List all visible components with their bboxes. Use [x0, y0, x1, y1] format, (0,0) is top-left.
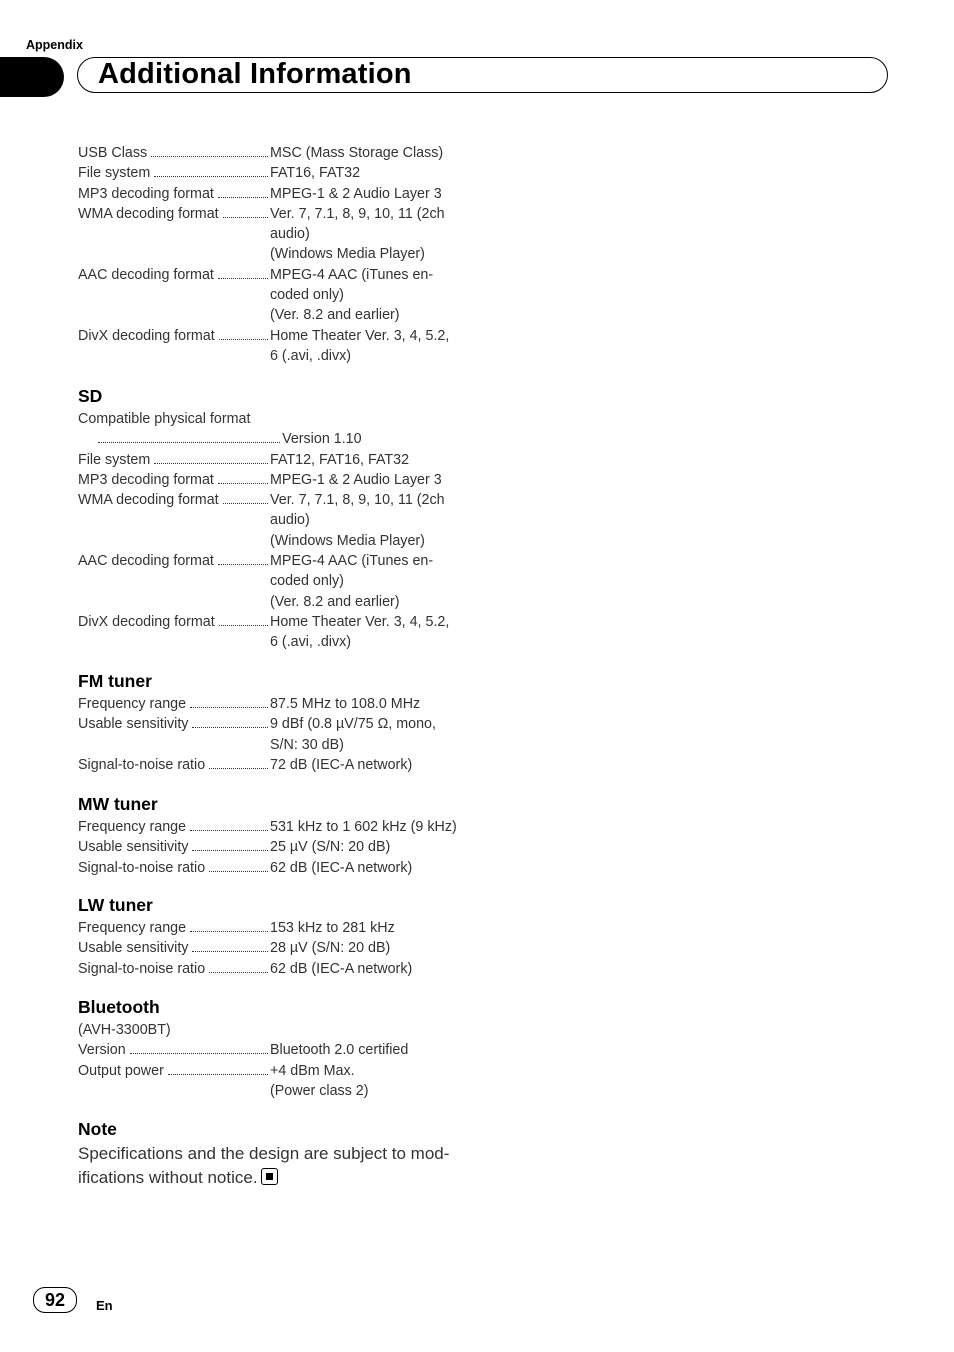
spec-value-line: coded only): [270, 573, 344, 590]
spec-row: [78, 450, 478, 470]
dot-leader: [190, 918, 268, 932]
spec-row: [78, 938, 478, 958]
spec-label-cell: [78, 184, 270, 204]
spec-label-cell: [78, 551, 270, 612]
dot-leader: [98, 429, 280, 443]
spec-value: [282, 429, 478, 449]
spec-value: [270, 755, 470, 775]
spec-value: [270, 551, 470, 612]
dot-leader: [209, 755, 268, 769]
section-heading: Bluetooth: [78, 997, 160, 1017]
spec-label-cell: [78, 918, 270, 938]
spec-value-line: FAT16, FAT32: [270, 165, 361, 182]
spec-row: [78, 470, 478, 490]
spec-value: [270, 326, 470, 367]
section-label: Appendix: [26, 38, 83, 52]
dot-leader: [223, 204, 268, 218]
dot-leader: [219, 326, 268, 340]
spec-label-cell: [78, 1061, 270, 1102]
note-text: [78, 1142, 478, 1190]
spec-row: [78, 1061, 478, 1102]
spec-label: Frequency range: [78, 819, 187, 835]
note-section: [78, 1118, 478, 1190]
dot-leader: [209, 858, 268, 872]
dot-leader: [223, 490, 268, 504]
spec-label-cell: [78, 204, 270, 265]
spec-value-line: 9 dBf (0.8 µV/75 Ω, mono,: [270, 716, 436, 733]
spec-label: USB Class: [78, 145, 148, 161]
section-heading: SD: [78, 386, 103, 406]
spec-label: MP3 decoding format: [78, 471, 214, 488]
spec-label-cell: [78, 470, 270, 490]
spec-row: [78, 837, 478, 857]
spec-label-cell: [78, 694, 270, 714]
spec-label: Signal-to-noise ratio: [78, 960, 206, 977]
spec-value-line: Bluetooth 2.0 certified: [270, 1042, 409, 1059]
spec-value-line: 62 dB (IEC-A network): [270, 859, 413, 876]
spec-value: [270, 817, 470, 837]
spec-value: [270, 204, 470, 265]
dot-leader: [154, 163, 268, 177]
spec-value-line: 25 µV (S/N: 20 dB): [270, 839, 391, 856]
spec-value: [270, 490, 470, 551]
spec-value-line: (Windows Media Player): [270, 246, 425, 263]
spec-value-line: MSC (Mass Storage Class): [270, 145, 444, 161]
spec-row: [78, 817, 478, 837]
dot-leader: [192, 837, 268, 851]
spec-value: [270, 1061, 470, 1102]
spec-value: [270, 612, 470, 653]
spec-label: File system: [78, 165, 151, 182]
spec-row: [78, 694, 478, 714]
spec-label-cell: [78, 490, 270, 551]
spec-section: [78, 670, 478, 775]
note-heading: Note: [78, 1119, 117, 1139]
spec-value-line: 153 kHz to 281 kHz: [270, 920, 395, 936]
spec-value-line: coded only): [270, 287, 344, 304]
spec-row: [78, 612, 478, 653]
spec-value-line: Version 1.10: [282, 431, 362, 448]
spec-row: [78, 429, 478, 449]
spec-label: Version: [78, 1042, 126, 1059]
spec-section: [78, 894, 478, 979]
dot-leader: [190, 694, 268, 708]
spec-value-line: S/N: 30 dB): [270, 736, 344, 753]
spec-value: [270, 265, 470, 326]
spec-section: [78, 996, 478, 1101]
spec-label-cell: [78, 429, 282, 449]
spec-row: [78, 204, 478, 265]
section-heading: FM tuner: [78, 671, 152, 691]
spec-value-line: Home Theater Ver. 3, 4, 5.2,: [270, 327, 450, 344]
spec-value-line: (Windows Media Player): [270, 532, 425, 549]
spec-label: WMA decoding format: [78, 492, 219, 509]
dot-leader: [192, 938, 268, 952]
spec-value-line: 72 dB (IEC-A network): [270, 756, 413, 773]
spec-label-cell: [78, 755, 270, 775]
spec-label-cell: [78, 837, 270, 857]
spec-row: [78, 858, 478, 878]
dot-leader: [218, 184, 268, 198]
spec-label-cell: [78, 265, 270, 326]
spec-row: [78, 184, 478, 204]
spec-label-cell: [78, 163, 270, 183]
spec-value: [270, 858, 470, 878]
spec-value-line: MPEG-4 AAC (iTunes en-: [270, 553, 434, 570]
dot-leader: [190, 817, 268, 831]
spec-section: [78, 793, 478, 878]
spec-label-cell: [78, 817, 270, 837]
spec-value: [270, 694, 470, 714]
spec-row: [78, 714, 478, 755]
spec-row: [78, 755, 478, 775]
spec-value-line: 6 (.avi, .divx): [270, 634, 352, 651]
spec-value: [270, 938, 470, 958]
dot-leader: [168, 1061, 268, 1075]
dot-leader: [154, 450, 268, 464]
spec-value-line: FAT12, FAT16, FAT32: [270, 451, 410, 468]
spec-label-cell: [78, 143, 270, 163]
spec-value: [270, 959, 470, 979]
spec-row: [78, 918, 478, 938]
dot-leader: [209, 959, 268, 973]
page-title: Additional Information: [98, 58, 412, 90]
spec-row: [78, 1040, 478, 1060]
spec-label: WMA decoding format: [78, 205, 219, 222]
spec-value-line: MPEG-1 & 2 Audio Layer 3: [270, 471, 442, 488]
spec-value: [270, 143, 470, 163]
spec-value-line: Ver. 7, 7.1, 8, 9, 10, 11 (2ch: [270, 205, 445, 222]
spec-row: [78, 143, 478, 163]
spec-label-cell: [78, 959, 270, 979]
spec-label: Signal-to-noise ratio: [78, 756, 206, 773]
spec-label: AAC decoding format: [78, 553, 214, 570]
dot-leader: [218, 551, 268, 565]
spec-label-cell: [78, 858, 270, 878]
spec-label: Output power: [78, 1062, 164, 1079]
spec-label: DivX decoding format: [78, 327, 215, 344]
spec-label-cell: [78, 612, 270, 653]
spec-value-line: audio): [270, 226, 310, 243]
spec-label: Usable sensitivity: [78, 940, 189, 957]
dot-leader: [192, 714, 268, 728]
spec-label: Usable sensitivity: [78, 839, 189, 856]
section-subnote: (AVH-3300BT): [78, 1022, 171, 1038]
spec-value-line: Home Theater Ver. 3, 4, 5.2,: [270, 613, 450, 630]
spec-label-cell: [78, 326, 270, 367]
spec-label: DivX decoding format: [78, 613, 215, 630]
spec-value: [270, 470, 470, 490]
spec-value-line: (Power class 2): [270, 1082, 369, 1099]
spec-value-line: (Ver. 8.2 and earlier): [270, 307, 400, 324]
spec-value: [270, 1040, 470, 1060]
spec-row: [78, 551, 478, 612]
spec-label-cell: [78, 450, 270, 470]
spec-value: [270, 450, 470, 470]
spec-section: [78, 385, 478, 653]
spec-value: [270, 714, 470, 755]
dot-leader: [218, 265, 268, 279]
spec-value-line: audio): [270, 512, 310, 529]
spec-label: MP3 decoding format: [78, 185, 214, 202]
spec-value: [270, 918, 470, 938]
spec-label: File system: [78, 451, 151, 468]
spec-label: Compatible physical format: [78, 411, 251, 427]
spec-value-line: 6 (.avi, .divx): [270, 347, 352, 364]
spec-row: [78, 326, 478, 367]
spec-label: AAC decoding format: [78, 266, 214, 283]
spec-row: [78, 163, 478, 183]
spec-value-line: MPEG-1 & 2 Audio Layer 3: [270, 185, 442, 202]
section-heading: MW tuner: [78, 794, 158, 814]
dot-leader: [130, 1040, 268, 1054]
spec-value: [270, 184, 470, 204]
spec-section: [78, 143, 478, 366]
page-number: 92: [33, 1287, 77, 1313]
spec-value-line: Ver. 7, 7.1, 8, 9, 10, 11 (2ch: [270, 492, 445, 509]
dot-leader: [151, 143, 268, 157]
spec-label-cell: [78, 1040, 270, 1060]
spec-value-line: 87.5 MHz to 108.0 MHz: [270, 696, 421, 712]
spec-label: Frequency range: [78, 696, 187, 712]
spec-row: [78, 490, 478, 551]
spec-value-line: MPEG-4 AAC (iTunes en-: [270, 266, 434, 283]
spec-row: [78, 959, 478, 979]
dot-leader: [218, 470, 268, 484]
chapter-tab: [0, 57, 64, 97]
spec-value-line: +4 dBm Max.: [270, 1062, 355, 1079]
spec-value-line: 28 µV (S/N: 20 dB): [270, 940, 391, 957]
language-label: En: [96, 1298, 113, 1313]
end-mark-icon: [261, 1168, 278, 1185]
section-heading: LW tuner: [78, 895, 153, 915]
spec-label-cell: [78, 938, 270, 958]
spec-label-cell: [78, 714, 270, 755]
spec-value-line: 62 dB (IEC-A network): [270, 960, 413, 977]
spec-value-line: (Ver. 8.2 and earlier): [270, 593, 400, 610]
spec-label: Signal-to-noise ratio: [78, 859, 206, 876]
spec-label: Frequency range: [78, 920, 187, 936]
dot-leader: [219, 612, 268, 626]
spec-value: [270, 163, 470, 183]
spec-value-line: 531 kHz to 1 602 kHz (9 kHz): [270, 819, 457, 835]
spec-label: Usable sensitivity: [78, 716, 189, 733]
spec-value: [270, 837, 470, 857]
note-body: Specifications and the design are subject to mod- ifications without notice.: [78, 1144, 450, 1187]
spec-row: [78, 265, 478, 326]
